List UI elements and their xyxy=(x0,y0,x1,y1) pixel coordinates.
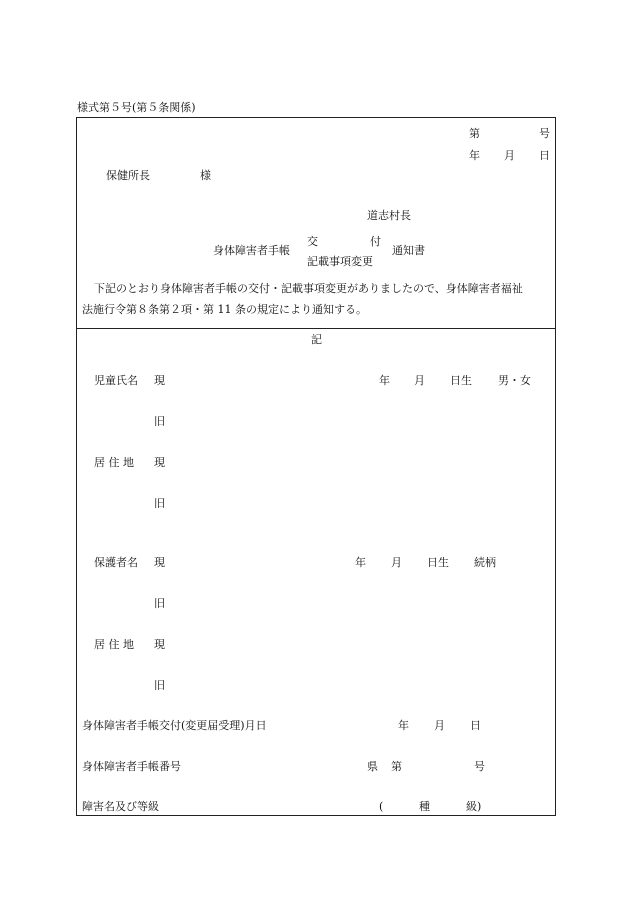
number-go: 号 xyxy=(539,127,550,140)
date-year: 年 xyxy=(469,149,480,162)
guardian-birth-month: 月 xyxy=(391,556,402,569)
issue-date-year: 年 xyxy=(398,719,409,732)
ki-heading: 記 xyxy=(311,333,322,346)
handbook-number-prefecture: 県 xyxy=(367,760,378,773)
guardian-address-label: 居 住 地 xyxy=(94,638,134,651)
guardian-name-label: 保護者名 xyxy=(94,556,138,569)
child-birth-year: 年 xyxy=(379,374,390,387)
child-name-old: 旧 xyxy=(154,415,165,428)
handbook-number-go: 号 xyxy=(474,760,485,773)
section-divider xyxy=(77,328,555,329)
disability-class: 種 xyxy=(419,800,430,813)
child-address-current: 現 xyxy=(154,456,165,469)
guardian-address-current: 現 xyxy=(154,638,165,651)
handbook-number-label: 身体障害者手帳番号 xyxy=(82,760,181,773)
guardian-birth-year: 年 xyxy=(355,556,366,569)
guardian-birth-day: 日生 xyxy=(427,556,449,569)
form-number-label: 様式第５号(第５条関係) xyxy=(77,101,196,114)
date-month: 月 xyxy=(504,149,515,162)
child-address-old: 旧 xyxy=(154,497,165,510)
notification-form xyxy=(76,117,556,816)
child-birth-month: 月 xyxy=(414,374,425,387)
issue-date-day: 日 xyxy=(470,719,481,732)
guardian-name-old: 旧 xyxy=(154,597,165,610)
disability-grade: 級) xyxy=(466,800,482,813)
body-text-line-1: 下記のとおり身体障害者手帳の交付・記載事項変更がありましたので、身体障害者福祉 xyxy=(94,282,523,295)
doc-title-stack-top-1: 交 xyxy=(307,235,318,248)
handbook-number-dai: 第 xyxy=(391,760,402,773)
date-day: 日 xyxy=(539,149,550,162)
guardian-name-current: 現 xyxy=(154,556,165,569)
doc-title-left: 身体障害者手帳 xyxy=(213,244,290,257)
child-birth-day: 日生 xyxy=(450,374,472,387)
child-name-label: 児童氏名 xyxy=(94,374,138,387)
number-dai: 第 xyxy=(469,127,480,140)
sender-name: 道志村長 xyxy=(367,209,411,222)
doc-title-right: 通知書 xyxy=(392,244,425,257)
child-sex: 男・女 xyxy=(498,374,531,387)
guardian-relation: 続柄 xyxy=(474,556,496,569)
child-address-label: 居 住 地 xyxy=(94,456,134,469)
issue-date-month: 月 xyxy=(434,719,445,732)
disability-label: 障害名及び等級 xyxy=(82,800,159,813)
addressee-honorific: 様 xyxy=(200,169,211,182)
disability-open-paren: ( xyxy=(379,800,384,813)
guardian-address-old: 旧 xyxy=(154,679,165,692)
issue-date-label: 身体障害者手帳交付(変更届受理)月日 xyxy=(82,719,267,732)
doc-title-stack-top-2: 付 xyxy=(370,235,381,248)
doc-title-stack-bottom: 記載事項変更 xyxy=(307,255,373,268)
child-name-current: 現 xyxy=(154,374,165,387)
addressee-title: 保健所長 xyxy=(106,169,150,182)
body-text-line-2: 法施行令第８条第２項・第 11 条の規定により通知する。 xyxy=(82,303,367,316)
